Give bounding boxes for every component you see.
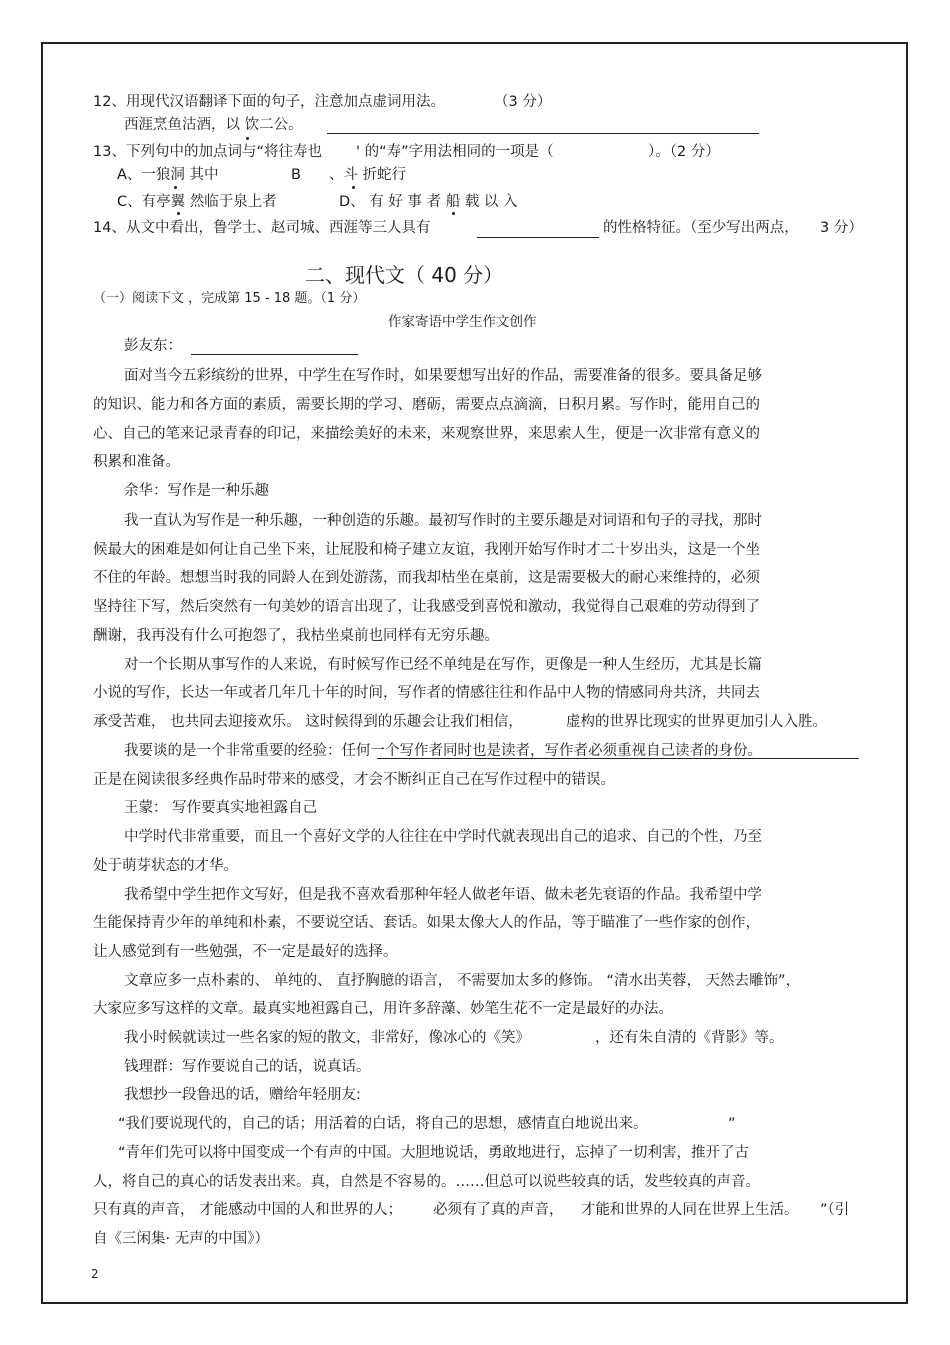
q14-answer-blank[interactable] [477, 237, 599, 238]
section-intro: （一）阅读下文 ，完成第 15 - 18 题。（1 分） [93, 291, 366, 306]
paragraph-line: ，还有朱自清的《背影》等。 [595, 1030, 784, 1046]
q13-points: ）。（2 分） [648, 144, 720, 160]
paragraph-line: 对一个长期从事写作的人来说，有时候写作已经不单纯是在写作，更像是一种人生经历，尤其是长篇 [124, 657, 762, 673]
emphasis-dot [177, 212, 180, 215]
q13-stem: 13、下列句中的加点词与“将往寿也 [93, 144, 322, 160]
q12-sentence: 西涯烹鱼沽酒，以 饮二公。 [124, 117, 303, 133]
q14-stem: 14、从文中看出，鲁学士、赵司城、西涯等三人具有 [93, 220, 431, 236]
paragraph-line: 心、自己的笔来记录青春的印记，来描绘美好的未来，来观察世界，来思索人生，便是一次非常有意义的 [93, 426, 760, 442]
paragraph-line: 处于萌芽状态的才华。 [93, 858, 238, 874]
paragraph-line: 中学时代非常重要，而且一个喜好文学的人往往在中学时代就表现出自己的追求、自己的个性，乃至 [124, 829, 762, 845]
paragraph-line: 我小时候就读过一些名家的短的散文，非常好，像冰心的《笑》 [124, 1030, 530, 1046]
paragraph-line: 让人感觉到有一些勉强，不一定是最好的选择。 [93, 944, 398, 960]
paragraph-line: 我想抄一段鲁迅的话，赠给年轻朋友: [124, 1087, 361, 1103]
q12-answer-blank[interactable] [327, 133, 759, 134]
paragraph-line: 的知识、能力和各方面的素质，需要长期的学习、磨砺，需要点点滴滴，日积月累。写作时，能用自己的 [93, 397, 760, 413]
quote-line: 必须有了真的声音， [433, 1202, 564, 1218]
author-wangmeng: 王蒙： 写作要真实地袒露自己 [124, 800, 318, 816]
paragraph-line: 面对当今五彩缤纷的世界，中学生在写作时，如果要想写出好的作品，需要准备的很多。要具备足够 [124, 368, 762, 384]
paragraph-line: 文章应多一点朴素的、 单纯的、 直抒胸臆的语言， 不需要加太多的修饰。 “清水出芙蓉， 天然去雕饰”， [124, 973, 801, 989]
q13-option-a: A、一狼洞 其中 [117, 167, 219, 183]
paragraph-line: 积累和准备。 [93, 454, 180, 470]
emphasis-dot [352, 186, 355, 189]
quote-line: 只有真的声音， 才能感动中国的人和世界的人； [93, 1202, 403, 1218]
paragraph-line: 我希望中学生把作文写好，但是我不喜欢看那种年轻人做老年语、做未老先衰语的作品。我希望中学 [124, 887, 762, 903]
author-qianliqun: 钱理群：写作要说自己的话，说真话。 [124, 1059, 371, 1075]
quote-source: 自《三闲集· 无声的中国》） [93, 1231, 269, 1247]
article-title: 作家寄语中学生作文创作 [388, 314, 537, 330]
quote-line: ”（引 [820, 1202, 850, 1218]
q14-tail: 的性格特征。（至少写出两点， [603, 220, 799, 236]
emphasis-dot [246, 137, 249, 140]
quote-line: “我们要说现代的，自己的话；用活着的白话，将自己的思想，感情直白地说出来。 [118, 1116, 648, 1132]
paragraph-line: 小说的写作，长达一年或者几年几十年的时间，写作者的情感往往和作品中人物的情感同舟共济，共同去 [93, 685, 760, 701]
paragraph-line: 酬谢，我再没有什么可抱怨了，我枯坐桌前也同样有无穷乐趣。 [93, 628, 499, 644]
paragraph-line: 虚构的世界比现实的世界更加引人入胜。 [566, 714, 827, 730]
q12-stem: 12、用现代汉语翻译下面的句子，注意加点虚词用法。 [93, 94, 445, 110]
quote-line: 人，将自己的真心的话发表出来。真，自然是不容易的。……但总可以说些较真的话，发些较真的声音。 [93, 1174, 760, 1190]
section-title: 二、现代文（ 40 分） [305, 263, 504, 287]
emphasis-dot [174, 186, 177, 189]
emphasis-dot [452, 212, 455, 215]
author-peng: 彭友东： [124, 338, 182, 354]
paragraph-line: 坚持往下写，然后突然有一句美妙的语言出现了，让我感受到喜悦和激动，我觉得自己艰难的劳动得到了 [93, 599, 760, 615]
quote-line: 才能和世界的人同在世界上生活。 [581, 1202, 799, 1218]
q13-option-b: 、斗 折蛇行 [329, 167, 407, 183]
paragraph-line: 生能保持青少年的单纯和朴素，不要说空话、套话。如果太像大人的作品，等于瞄准了一些作家的创作， [93, 915, 760, 931]
q13-option-d: D、 有 好 事 者 船 载 以 入 [339, 194, 518, 210]
q13-option-b-letter: B [291, 167, 301, 183]
page-number: 2 [91, 1267, 99, 1281]
underlined-passage [377, 758, 859, 759]
q14-points: 3 分） [820, 220, 863, 236]
quote-close: ” [728, 1116, 736, 1132]
paragraph-line: 我一直认为写作是一种乐趣，一种创造的乐趣。最初写作时的主要乐趣是对词语和句子的寻找，那时 [124, 513, 762, 529]
paragraph-line: 不住的年龄。想想当时我的同龄人在到处游荡，而我却枯坐在桌前，这是需要极大的耐心来维持的，必须 [93, 570, 760, 586]
author-blank[interactable] [191, 354, 358, 355]
paragraph-line: 我要谈的是一个非常重要的经验：任何一个写作者同时也是读者，写作者必须重视自己读者的身份。 [124, 743, 762, 759]
q13-stem-tail: ' 的“寿”字用法相同的一项是（ [356, 144, 554, 160]
quote-line: “青年们先可以将中国变成一个有声的中国。大胆地说话，勇敢地进行，忘掉了一切利害，推开了古 [118, 1145, 750, 1161]
author-yuhua: 余华：写作是一种乐趣 [124, 483, 269, 499]
paragraph-line: 大家应多写这样的文章。最真实地袒露自己，用许多辞藻、妙笔生花不一定是最好的办法。 [93, 1001, 673, 1017]
q13-option-c: C、有亭翼 然临于泉上者 [117, 194, 277, 210]
paragraph-line: 正是在阅读很多经典作品时带来的感受，才会不断纠正自己在写作过程中的错误。 [93, 772, 615, 788]
paragraph-line: 承受苦难， 也共同去迎接欢乐。 这时候得到的乐趣会让我们相信， [93, 714, 523, 730]
paragraph-line: 候最大的困难是如何让自己坐下来，让屁股和椅子建立友谊，我刚开始写作时才二十岁出头，这是一个坐 [93, 542, 760, 558]
q12-points: （3 分） [494, 94, 552, 110]
